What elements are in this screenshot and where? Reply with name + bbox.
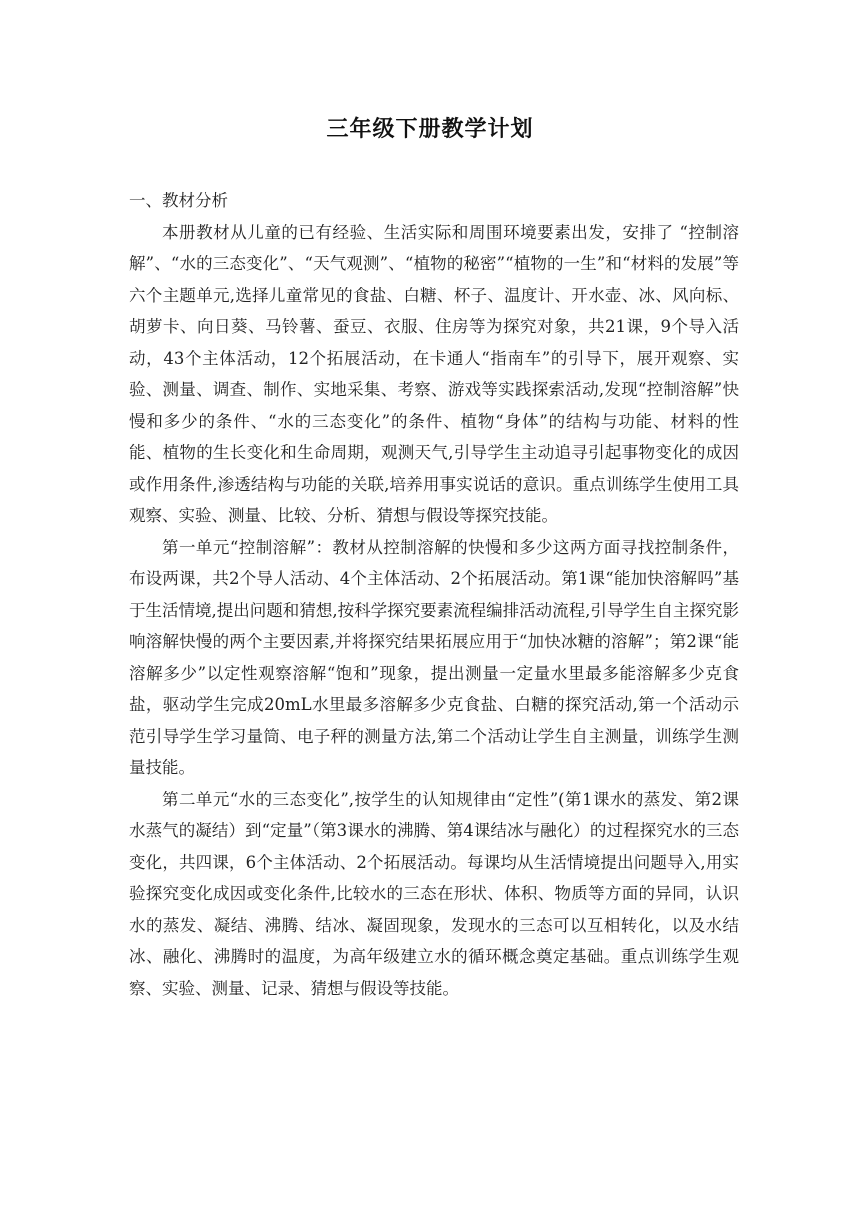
document-title: 三年级下册教学计划 xyxy=(326,117,534,142)
section-heading: 一、教材分析 xyxy=(129,191,228,210)
paragraph-unit-two: 第二单元“水的三态变化”,按学生的认知规律由“定性”(第1课水的蒸发、第2课水蒸气的凝结）到“定量”（第3课水的沸腾、第4课结冰与融化）的过程探究水的三态变化，共四课，6个主体活动、2个拓展活动。每课均从生活情境提出问题导入,用实验探究变化成因或变化条件,比较水的三态在形状、体积、物质等方面的异同，认识水的蒸发、凝结、沸腾、结冰、凝固现象，发现水的三态可以互相转化，以及水结冰、融化、沸腾时的温度，为高年级建立水的循环概念奠定基础。重点训练学生观察、实验、测量、记录、猜想与假设等技能。 xyxy=(129,789,739,998)
paragraph-unit-one: 第一单元“控制溶解”：教材从控制溶解的快慢和多少这两方面寻找控制条件，布设两课，共2个导人活动、4个主体活动、2个拓展活动。第1课“能加快溶解吗”基于生活情境,提出问题和猜想,按科学探究要素流程编排活动流程,引导学生自主探究影响溶解快慢的两个主要因素,并将探究结果拓展应用于“加快冰糖的溶解”；第2课“能溶解多少”以定性观察溶解“饱和”现象，提出测量一定量水里最多能溶解多少克食盐，驱动学生完成20mL水里最多溶解多少克食盐、白糖的探究活动,第一个活动示范引导学生学习量筒、电子秤的测量方法,第二个活动让学生自主测量，训练学生测量技能。 xyxy=(129,537,739,777)
document-body xyxy=(129,185,739,1004)
paragraph-overview: 本册教材从儿童的已有经验、生活实际和周围环境要素出发，安排了 “控制溶解”、“水的三态变化”、“天气观测”、“植物的秘密”“植物的一生”和“材料的发展”等六个主题单元,选择儿童常见的食盐、白糖、杯子、温度计、开水壶、冰、风向标、胡萝卡、向日葵、马铃薯、蚕豆、衣服、住房等为探究对象，共21课，9个导入活动，43个主体活动，12个拓展活动，在卡通人“指南车”的引导下，展开观察、实验、测量、调查、制作、实地采集、考察、游戏等实践探索活动,发现“控制溶解”快慢和多少的条件、“水的三态变化”的条件、植物“身体”的结构与功能、材料的性能、植物的生长变化和生命周期，观测天气,引导学生主动追寻引起事物变化的成因或作用条件,渗透结构与功能的关联,培养用事实说话的意识。重点训练学生使用工具观察、实验、测量、比较、分析、猜想与假设等探究技能。 xyxy=(129,222,739,525)
